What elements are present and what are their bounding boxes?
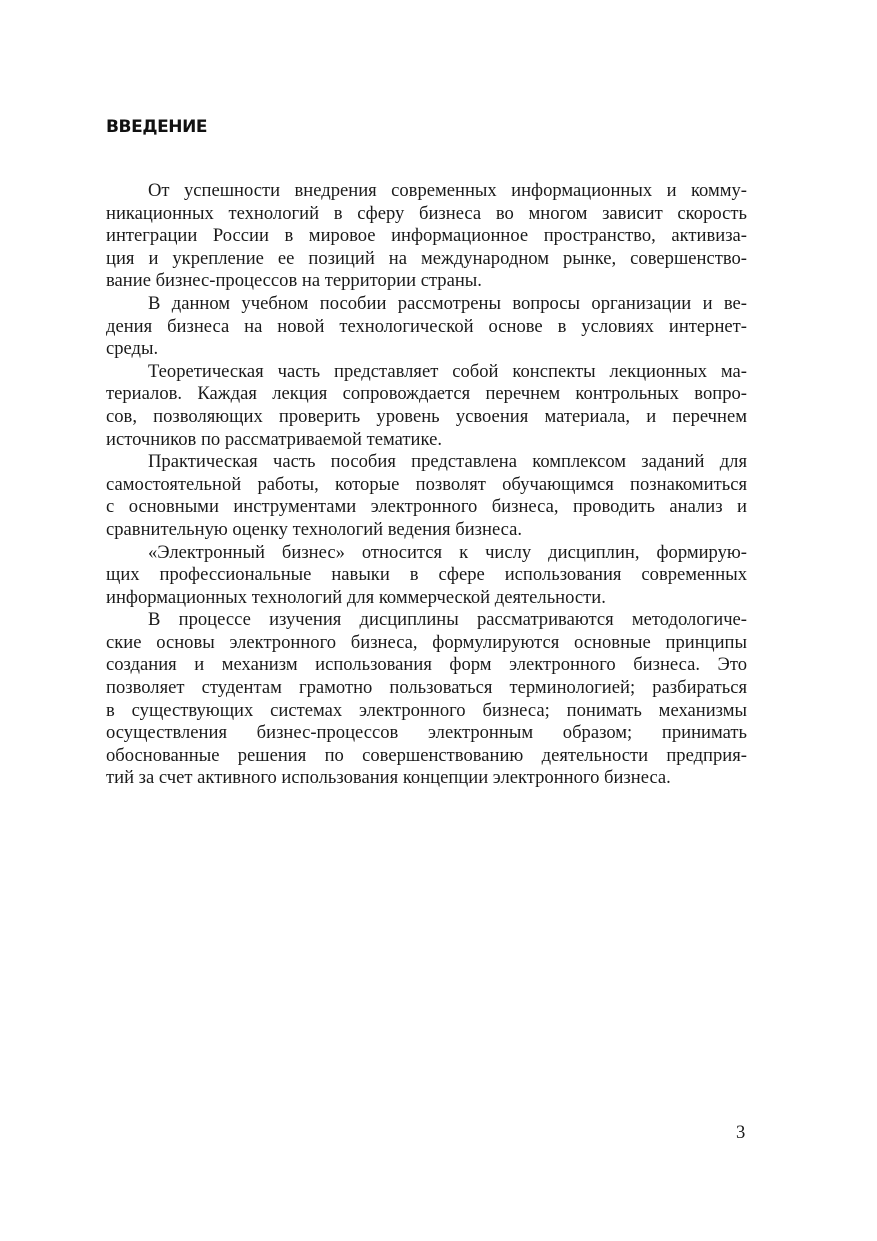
- text-line: В данном учебном пособии рассмотрены вопросы организации и ве-: [148, 292, 747, 314]
- text-line: в существующих системах электронного бизнеса; понимать механизмы: [106, 699, 747, 721]
- text-line: вание бизнес-процессов на территории страны.: [106, 270, 482, 292]
- text-line: самостоятельной работы, которые позволят обучающимся познакомиться: [106, 473, 747, 495]
- text-line: «Электронный бизнес» относится к числу дисциплин, формирую-: [148, 541, 747, 563]
- text-line: тий за счет активного использования концепции электронного бизнеса.: [106, 767, 671, 789]
- text-line: териалов. Каждая лекция сопровождается перечнем контрольных вопро-: [106, 383, 747, 405]
- text-line: щих профессиональные навыки в сфере использования современных: [106, 564, 747, 586]
- paragraph: [106, 180, 747, 293]
- paragraph: [106, 361, 747, 451]
- text-line: сов, позволяющих проверить уровень усвоения материала, и перечнем: [106, 405, 747, 427]
- text-line: источников по рассматриваемой тематике.: [106, 428, 442, 450]
- text-line: позволяет студентам грамотно пользоваться терминологией; разбираться: [106, 677, 747, 699]
- text-line: никационных технологий в сферу бизнеса во многом зависит скорость: [106, 202, 747, 224]
- text-line: Практическая часть пособия представлена комплексом заданий для: [148, 451, 747, 473]
- text-line: ские основы электронного бизнеса, формулируются основные принципы: [106, 631, 747, 653]
- text-line: информационных технологий для коммерческой деятельности.: [106, 586, 606, 608]
- text-line: В процессе изучения дисциплины рассматриваются методологиче-: [148, 609, 747, 631]
- text-line: среды.: [106, 338, 159, 360]
- text-line: От успешности внедрения современных информационных и комму-: [148, 180, 747, 201]
- body-text: [106, 180, 747, 790]
- page-title: ВВЕДЕНИЕ: [106, 117, 208, 137]
- paragraph: [106, 293, 747, 361]
- text-line: создания и механизм использования форм электронного бизнеса. Это: [106, 654, 747, 676]
- text-line: интеграции России в мировое информационное пространство, активиза-: [106, 225, 747, 247]
- paragraph: [106, 542, 747, 610]
- text-line: Теоретическая часть представляет собой конспекты лекционных ма-: [148, 360, 747, 382]
- paragraph: [106, 451, 747, 541]
- paragraph: [106, 609, 747, 790]
- text-line: осуществления бизнес-процессов электронным образом; принимать: [106, 722, 747, 744]
- text-line: обоснованные решения по совершенствованию деятельности предприя-: [106, 744, 747, 766]
- page-number: 3: [736, 1122, 746, 1143]
- text-line: с основными инструментами электронного бизнеса, проводить анализ и: [106, 496, 747, 518]
- text-line: дения бизнеса на новой технологической основе в условиях интернет-: [106, 315, 747, 337]
- text-line: сравнительную оценку технологий ведения бизнеса.: [106, 518, 523, 540]
- text-line: ция и укрепление ее позиций на международном рынке, совершенство-: [106, 247, 747, 269]
